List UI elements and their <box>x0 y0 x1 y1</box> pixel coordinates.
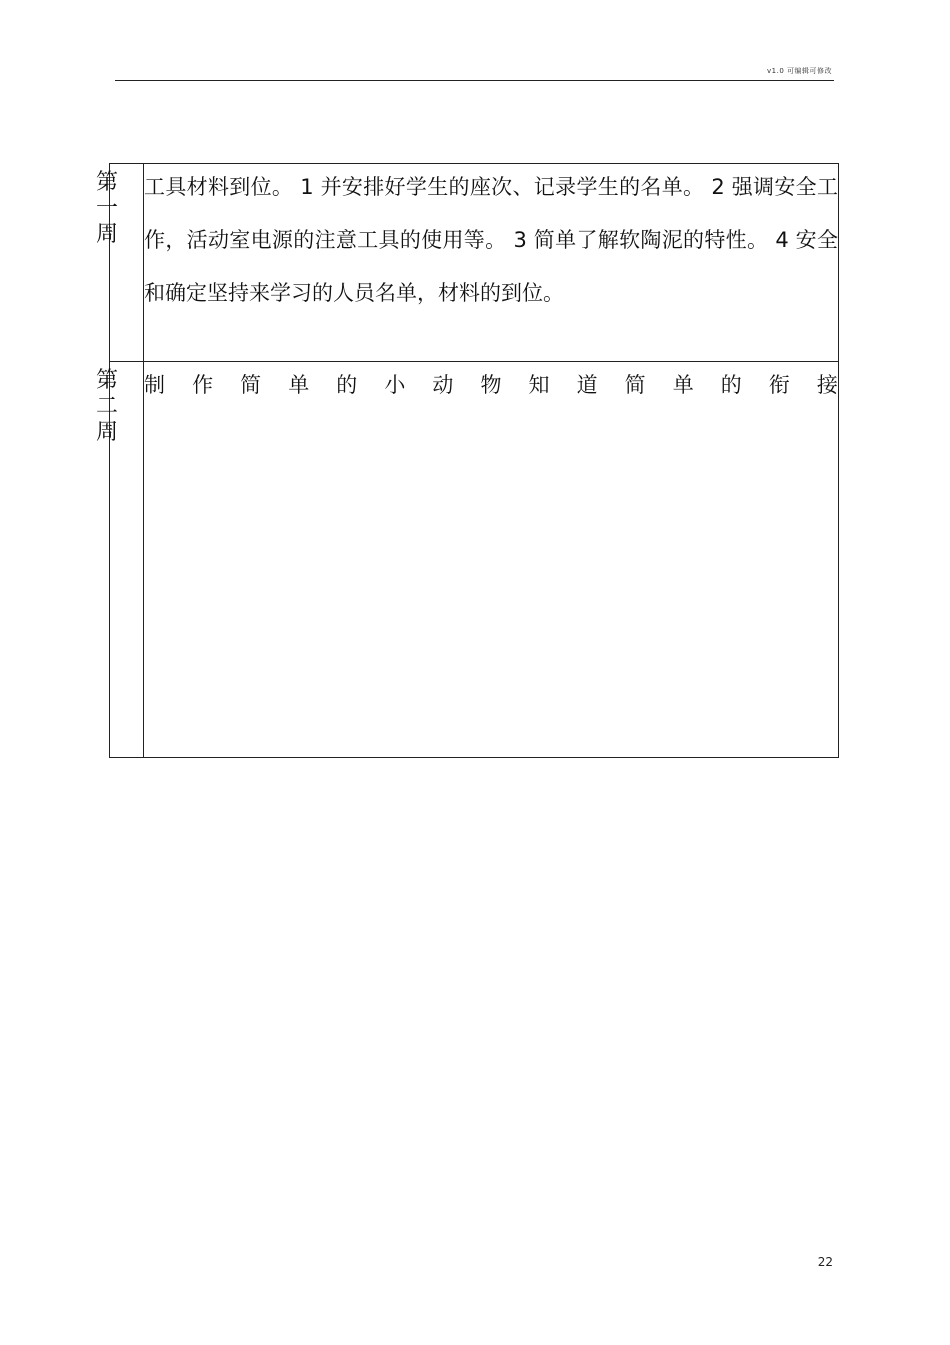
content-char: 单 <box>288 373 310 397</box>
table-row-week-2 <box>110 362 839 758</box>
content-char: 物 <box>480 373 502 397</box>
week-label-cell <box>96 362 144 758</box>
content-char: 衔 <box>768 373 790 397</box>
content-char: 简 <box>624 373 646 397</box>
week-label-char: 一 <box>96 196 119 221</box>
content-char: 的 <box>720 373 742 397</box>
week-label-char: 周 <box>96 222 119 247</box>
week-label-char: 第 <box>96 170 119 195</box>
content-char: 作 <box>192 373 214 397</box>
week-label-cell <box>96 164 144 362</box>
week-label-char: 第 <box>96 368 119 393</box>
week-content-cell <box>144 164 839 362</box>
week-content-text <box>144 361 838 409</box>
week-label-char: 周 <box>96 420 119 445</box>
week-label <box>96 170 119 248</box>
header-rule <box>115 80 834 81</box>
content-char: 动 <box>432 373 454 397</box>
content-char: 接 <box>816 373 838 397</box>
page-number: 22 <box>817 1255 833 1269</box>
content-char: 单 <box>672 373 694 397</box>
content-char: 的 <box>336 373 358 397</box>
content-char: 道 <box>576 373 598 397</box>
week-label <box>96 368 119 446</box>
table-row-week-1 <box>110 164 839 362</box>
content-char: 知 <box>528 373 550 397</box>
week-content-cell <box>144 362 839 758</box>
week-content-text: 工具材料到位。 1 并安排好学生的座次、记录学生的名单。 2 强调安全工作，活动室电源的注意工具的使用等。 3 简单了解软陶泥的特性。 4 安全和确定坚持来学习的人员名单，材料的到位。 <box>144 175 838 305</box>
content-char: 小 <box>384 373 406 397</box>
content-char: 制 <box>144 373 165 397</box>
weekly-schedule-table <box>96 163 839 758</box>
content-char: 简 <box>240 373 262 397</box>
week-label-char: 二 <box>96 394 119 419</box>
header-version-note: v1.0 可编辑可修改 <box>767 67 832 75</box>
